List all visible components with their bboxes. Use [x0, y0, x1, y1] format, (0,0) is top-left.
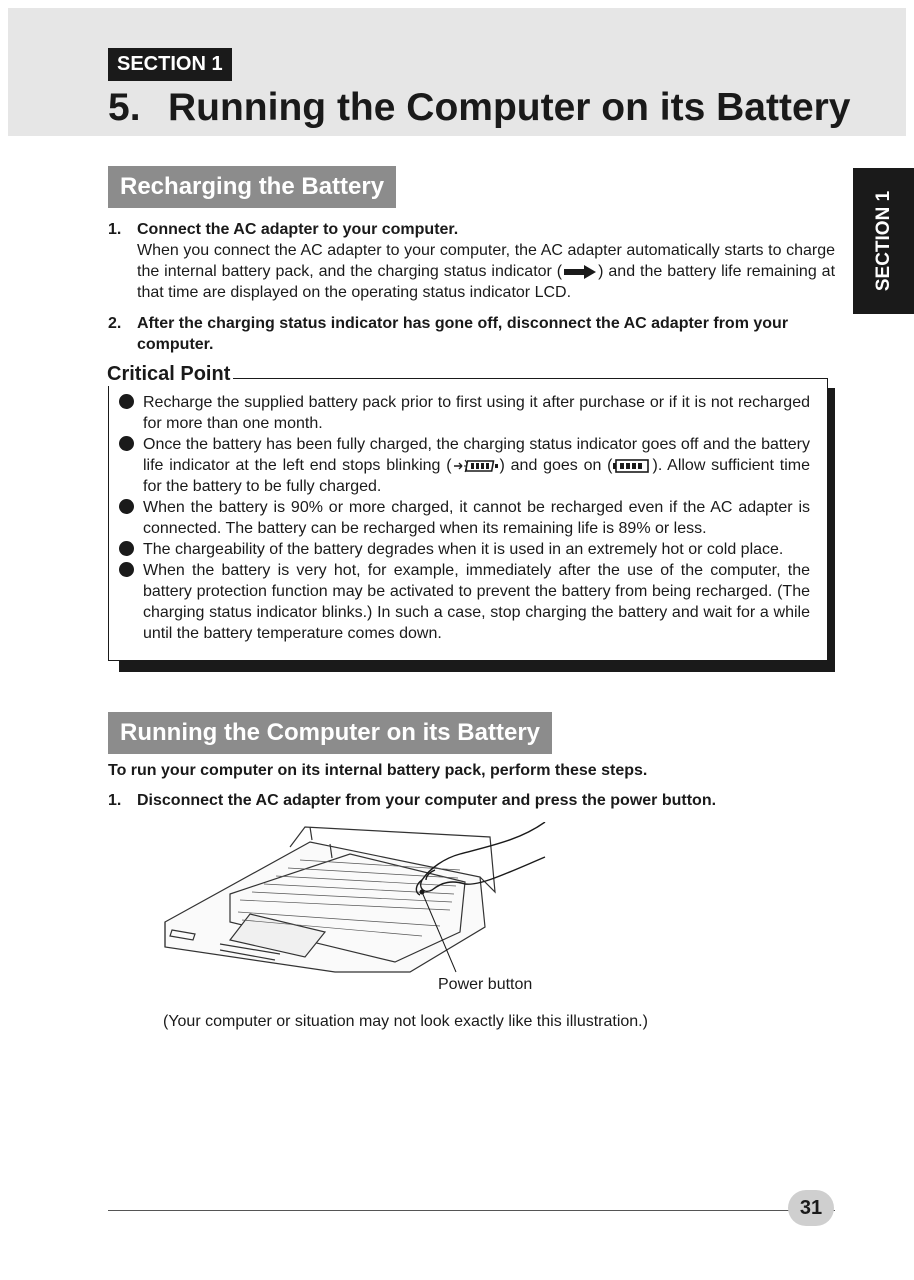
- bullet-icon: [119, 562, 134, 577]
- recharging-step-1: [108, 219, 835, 303]
- bullet-icon: [119, 394, 134, 409]
- list-item: When the battery is 90% or more charged, it cannot be recharged even if the AC adapter is connected. The battery can be recharged when its remaining life is 89% or less.: [118, 497, 810, 539]
- laptop-illustration: [160, 822, 550, 982]
- footer-rule: [108, 1210, 835, 1211]
- recharging-step-2: [108, 313, 835, 355]
- step-title: Disconnect the AC adapter from your computer and press the power button.: [137, 792, 717, 809]
- illustration-note: (Your computer or situation may not look exactly like this illustration.): [163, 1013, 648, 1030]
- list-item: The chargeability of the battery degrades when it is used in an extremely hot or cold place.: [118, 539, 810, 560]
- recharging-heading: Recharging the Battery: [108, 166, 396, 208]
- running-intro: To run your computer on its internal battery pack, perform these steps.: [108, 762, 648, 779]
- step-title: Connect the AC adapter to your computer.: [137, 221, 459, 238]
- battery-blinking-icon: [452, 458, 500, 474]
- section-tag: SECTION 1: [108, 48, 232, 81]
- step-number: 1.: [108, 221, 122, 238]
- battery-full-icon: [612, 458, 652, 474]
- side-section-tab: [853, 168, 914, 314]
- bullet-icon: [119, 499, 134, 514]
- critical-point-list: [118, 392, 810, 644]
- chapter-number: 5.: [108, 86, 141, 129]
- step-number: 1.: [108, 792, 122, 809]
- side-section-tab-label: SECTION 1: [872, 190, 894, 292]
- bullet-icon: [119, 436, 134, 451]
- running-heading: Running the Computer on its Battery: [108, 712, 552, 754]
- running-step-1: [108, 790, 835, 811]
- list-item: When the battery is very hot, for example, immediately after the use of the computer, the battery protection function may be activated to prevent the battery from being recharged. (The charging status indicator blinks.) In such a case, stop charging the battery and wait for a while until the battery temperature comes down.: [118, 560, 810, 644]
- chapter-title: Running the Computer on its Battery: [168, 86, 851, 129]
- critical-point-title: Critical Point: [107, 362, 233, 386]
- charging-arrow-icon: [562, 264, 598, 280]
- step-number: 2.: [108, 315, 122, 332]
- bullet-icon: [119, 541, 134, 556]
- step-description: When you connect the AC adapter to your computer, the AC adapter automatically starts to charge the internal battery pack, and the charging status indicator ( ) and the battery life remaining at that time are displayed on the operating status indicator LCD.: [137, 242, 836, 301]
- page-number: 31: [788, 1190, 834, 1226]
- list-item: Recharge the supplied battery pack prior to first using it after purchase or if it is not recharged for more than one month.: [118, 392, 810, 434]
- power-button-label: Power button: [438, 976, 533, 993]
- list-item: Once the battery has been fully charged, the charging status indicator goes off and the battery life indicator at the left end stops blinking ( ) and goes on ( ). Allow sufficient time for the battery to be fully charged.: [118, 434, 810, 497]
- page-title: [108, 86, 851, 130]
- step-title: After the charging status indicator has gone off, disconnect the AC adapter from your computer.: [137, 315, 789, 353]
